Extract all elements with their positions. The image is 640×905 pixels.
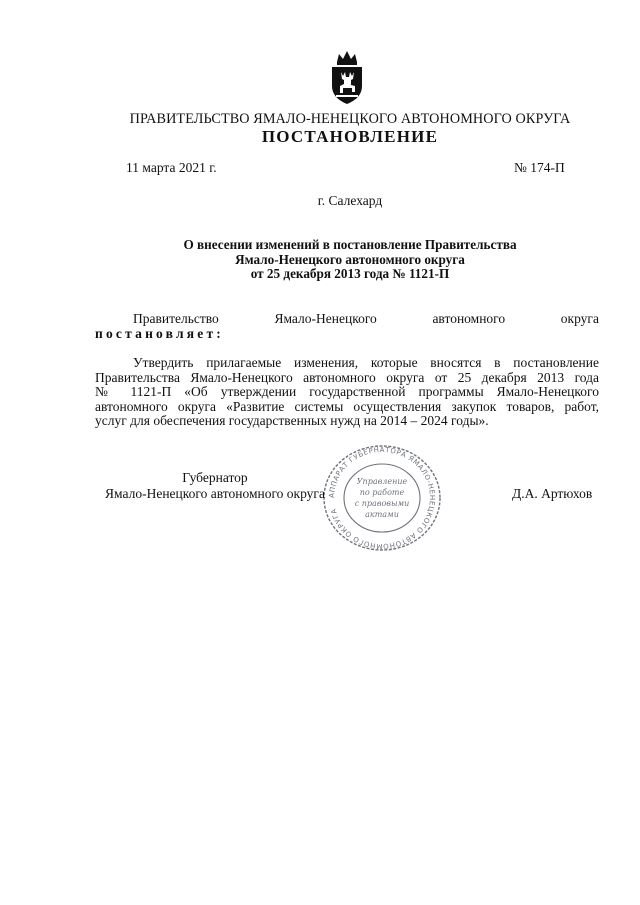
decrees-word: постановляет:	[95, 325, 224, 341]
signatory-organization: Ямало-Ненецкого автономного округа	[105, 486, 325, 501]
document-type: ПОСТАНОВЛЕНИЕ	[261, 127, 439, 146]
preamble-word: округа	[560, 311, 599, 326]
signatory-position	[95, 470, 335, 502]
preamble-word: Правительство	[133, 311, 219, 326]
document-city: г. Салехард	[317, 193, 383, 208]
body-line: Правительства Ямало-Ненецкого автономного округа от 25 декабря 2013 года	[95, 369, 599, 385]
preamble-line	[95, 312, 599, 327]
preamble	[95, 312, 599, 341]
document-date: 11 марта 2021 г.	[126, 160, 217, 175]
stamp-line: по работе	[359, 488, 405, 497]
subject-line: О внесении изменений в постановление Правительства	[183, 237, 517, 252]
signatory-name: Д.А. Артюхов	[512, 486, 593, 501]
document-subject	[60, 238, 640, 282]
signatory-title: Губернатор	[182, 470, 248, 485]
coat-of-arms-icon	[324, 48, 370, 108]
organization-title: ПРАВИТЕЛЬСТВО ЯМАЛО-НЕНЕЦКОГО АВТОНОМНОГО ОКРУГА	[129, 111, 571, 127]
body-line: № 1121-П «Об утверждении государственной программы Ямало-Ненецкого	[95, 384, 599, 400]
stamp-line: с правовыми	[354, 499, 410, 508]
body-line: Утвердить прилагаемые изменения, которые вносятся в постановление	[133, 355, 599, 370]
stamp-line: актами	[365, 510, 399, 519]
body-line: услуг для обеспечения государственных нужд на 2014 – 2024 годы».	[95, 413, 489, 429]
subject-line: от 25 декабря 2013 года № 1121-П	[250, 266, 450, 281]
official-seal-icon	[320, 444, 444, 552]
document-number: № 174-П	[514, 160, 565, 175]
body-paragraph	[95, 356, 599, 429]
preamble-word: автономного	[432, 311, 506, 326]
preamble-word: Ямало-Ненецкого	[274, 311, 377, 326]
body-line: автономного округа «Развитие системы осуществления закупок товаров, работ,	[95, 398, 599, 414]
subject-line: Ямало-Ненецкого автономного округа	[235, 251, 465, 267]
stamp-line: Управление	[356, 477, 408, 486]
stamp-ring-text: АППАРАТ ГУБЕРНАТОРА ЯМАЛО-НЕНЕЦКОГО АВТОНОМНОГО ОКРУГА	[327, 445, 437, 551]
